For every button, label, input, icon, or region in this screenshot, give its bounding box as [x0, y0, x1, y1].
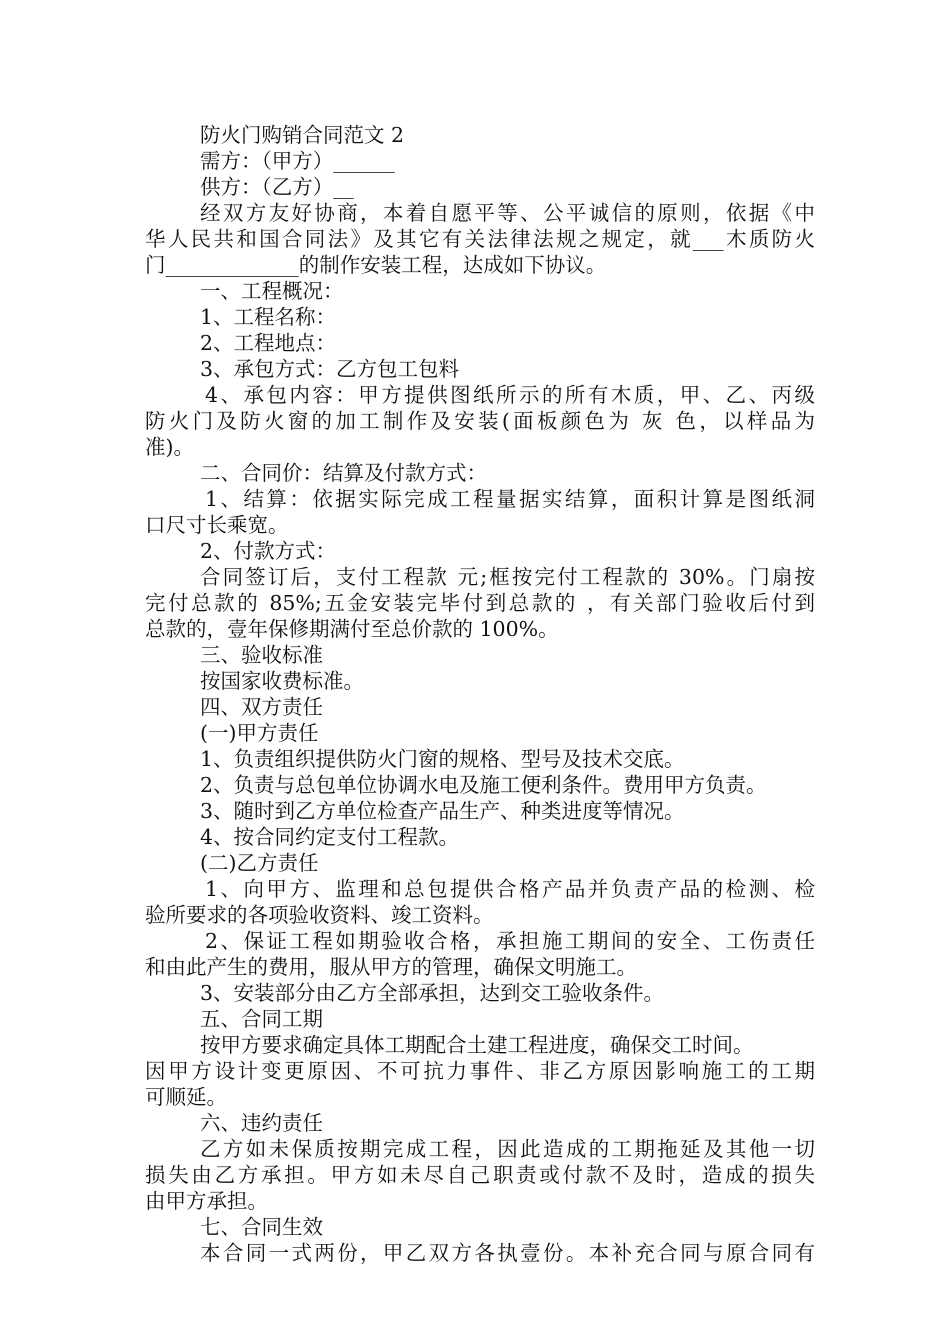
document-line: 2、保证工程如期验收合格，承担施工期间的安全、工伤责任 — [205, 929, 815, 953]
document-line: 可顺延。 — [145, 1085, 227, 1109]
document-line: 2、工程地点： — [200, 331, 337, 355]
document-line: 按甲方要求确定具体工期配合土建工程进度，确保交工时间。 — [200, 1033, 754, 1057]
document-line: 3、安装部分由乙方全部承担，达到交工验收条件。 — [200, 981, 665, 1005]
document-line: 二、合同价：结算及付款方式： — [200, 461, 487, 485]
document-line: 验所要求的各项验收资料、竣工资料。 — [145, 903, 494, 927]
document-line: 2、付款方式： — [200, 539, 337, 563]
document-line: 3、随时到乙方单位检查产品生产、种类进度等情况。 — [200, 799, 685, 823]
document-line: 口尺寸长乘宽。 — [145, 513, 289, 537]
document-line: 和由此产生的费用，服从甲方的管理，确保文明施工。 — [145, 955, 637, 979]
document-line: 1、工程名称： — [200, 305, 337, 329]
document-line: 五、合同工期 — [200, 1007, 323, 1031]
document-line: 需方：（甲方）______ — [200, 149, 395, 173]
document-line: 2、负责与总包单位协调水电及施工便利条件。费用甲方负责。 — [200, 773, 767, 797]
document-line: 3、承包方式：乙方包工包料 — [200, 357, 460, 381]
document-line: 七、合同生效 — [200, 1215, 323, 1239]
document-line: 六、违约责任 — [200, 1111, 323, 1135]
document-line: 1、向甲方、监理和总包提供合格产品并负责产品的检测、检 — [205, 877, 815, 901]
document-line: 本合同一式两份，甲乙双方各执壹份。本补充合同与原合同有 — [200, 1241, 815, 1265]
document-line: 华人民共和国合同法》及其它有关法律法规之规定，就___木质防火 — [145, 227, 815, 251]
document-line: 按国家收费标准。 — [200, 669, 364, 693]
document-line: 准)。 — [145, 435, 194, 459]
document-line: 4、按合同约定支付工程款。 — [200, 825, 460, 849]
document-line: 防火门及防火窗的加工制作及安装(面板颜色为 灰 色，以样品为 — [145, 409, 815, 433]
document-line: 门_____________的制作安装工程，达成如下协议。 — [145, 253, 607, 277]
document-title: 防火门购销合同范文 2 — [200, 123, 405, 147]
document-line: 因甲方设计变更原因、不可抗力事件、非乙方原因影响施工的工期 — [145, 1059, 815, 1083]
document-line: (一)甲方责任 — [200, 721, 319, 745]
document-line: 四、双方责任 — [200, 695, 323, 719]
document-line: 由甲方承担。 — [145, 1189, 268, 1213]
document-line: (二)乙方责任 — [200, 851, 319, 875]
document-line: 总款的，壹年保修期满付至总价款的 100%。 — [145, 617, 559, 641]
document-lines — [145, 148, 815, 1266]
document-line: 完付总款的 85%;五金安装完毕付到总款的 ，有关部门验收后付到 — [145, 591, 815, 615]
document-line: 一、工程概况： — [200, 279, 344, 303]
document-line: 1、结算：依据实际完成工程量据实结算，面积计算是图纸洞 — [205, 487, 815, 511]
document-line: 乙方如未保质按期完成工程，因此造成的工期拖延及其他一切 — [200, 1137, 815, 1161]
document-line: 供方：（乙方）__ — [200, 175, 354, 199]
document-line: 合同签订后，支付工程款 元;框按完付工程款的 30%。门扇按 — [200, 565, 815, 589]
document-line: 损失由乙方承担。甲方如未尽自己职责或付款不及时，造成的损失 — [145, 1163, 815, 1187]
document-line: 经双方友好协商，本着自愿平等、公平诚信的原则，依据《中 — [200, 201, 815, 225]
document-line: 三、验收标准 — [200, 643, 323, 667]
document-line: 1、负责组织提供防火门窗的规格、型号及技术交底。 — [200, 747, 685, 771]
document-body — [145, 122, 815, 1266]
document-line: 4、承包内容：甲方提供图纸所示的所有木质，甲、乙、丙级 — [205, 383, 815, 407]
